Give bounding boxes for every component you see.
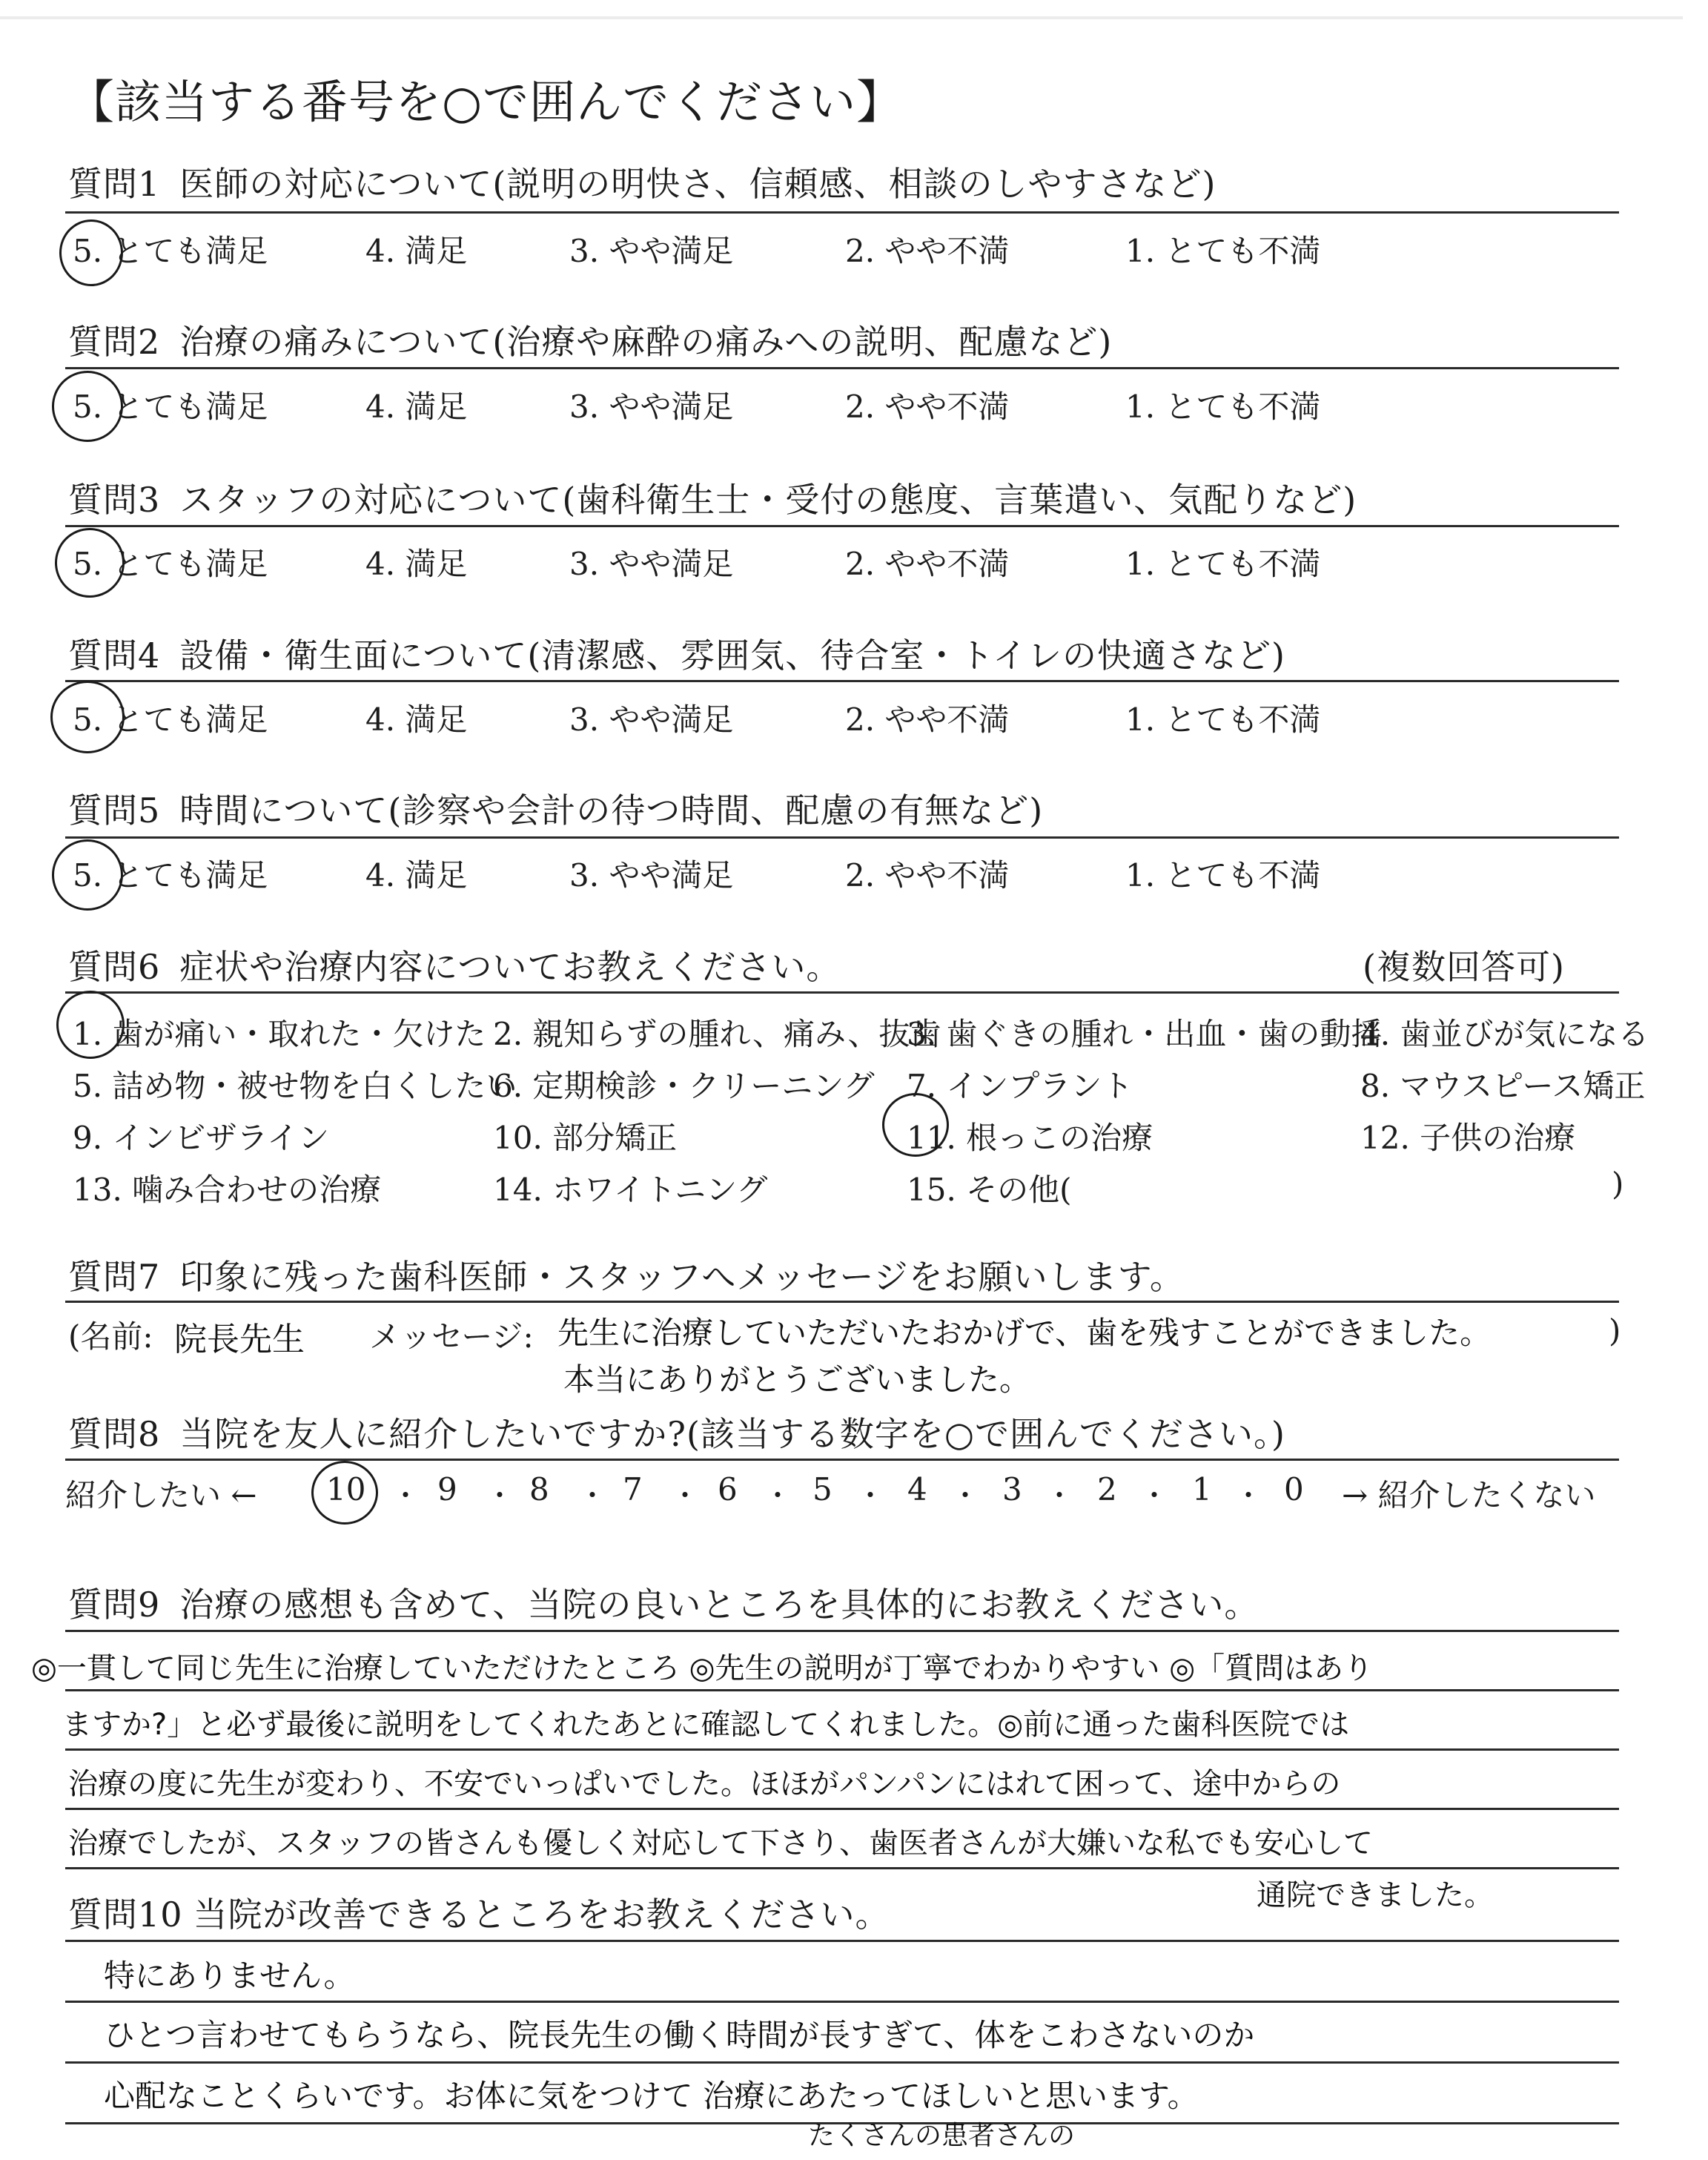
q2-option-1[interactable]: 1. とても不満 (1125, 389, 1321, 425)
q8-scale-8[interactable]: 8 (529, 1471, 549, 1507)
q9-answer-line-5 (65, 1867, 1619, 1869)
question-6-text: 症状や治療内容についてお教えください。 (179, 947, 841, 987)
q8-scale-0[interactable]: 0 (1284, 1471, 1304, 1507)
q2-option-4[interactable]: 4. 満足 (365, 389, 468, 425)
q8-scale-1[interactable]: 1 (1192, 1471, 1212, 1507)
question-6-title (68, 940, 841, 989)
q9-answer-text-3[interactable]: 治療の度に先生が変わり、不安でいっぱいでした。ほほがパンパンにはれて困って、途中からの (68, 1767, 1341, 1801)
question-4-text: 設備・衛生面について(清潔感、雰囲気、待合室・トイレの快適さなど) (179, 635, 1285, 676)
q8-scale-2[interactable]: 2 (1097, 1471, 1117, 1507)
question-2-number: 質問2 (68, 322, 161, 362)
q1-selected-circle (59, 219, 123, 286)
q8-dot: ・ (856, 1479, 885, 1512)
q3-selected-circle (55, 528, 125, 598)
q6-option-8[interactable]: 8. マウスピース矯正 (1360, 1068, 1646, 1104)
q6-option-11[interactable]: 11. 根っこの治療 (907, 1120, 1153, 1156)
question-7-number: 質問7 (68, 1257, 161, 1297)
q8-dot: ・ (1140, 1479, 1169, 1512)
q8-dot: ・ (951, 1479, 980, 1512)
q6-option-14[interactable]: 14. ホワイトニング (493, 1172, 768, 1208)
q6-option-9[interactable]: 9. インビザライン (73, 1120, 330, 1156)
q2-selected-circle (52, 371, 123, 442)
q8-scale-5[interactable]: 5 (812, 1471, 833, 1507)
q9-answer-text-5[interactable]: 通院できました。 (1257, 1878, 1494, 1912)
q6-option-12[interactable]: 12. 子供の治療 (1360, 1120, 1576, 1156)
question-8-rule (65, 1459, 1619, 1461)
question-8-title (68, 1407, 1285, 1456)
question-1-number: 質問1 (68, 164, 161, 204)
q8-right-label: → 紹介したくない (1342, 1477, 1596, 1513)
q4-selected-circle (50, 681, 125, 753)
q6-option-4[interactable]: 4. 歯並びが気になる (1360, 1016, 1649, 1052)
q4-option-3[interactable]: 3. やや満足 (569, 701, 734, 738)
q2-option-2[interactable]: 2. やや不満 (845, 389, 1010, 425)
question-5-rule (65, 836, 1619, 839)
question-2-title (68, 315, 1112, 364)
q8-dot: ・ (486, 1479, 514, 1512)
q10-answer-line-3 (65, 2061, 1619, 2064)
question-8-number: 質問8 (68, 1414, 161, 1454)
q6-selected-circle-11 (882, 1093, 949, 1157)
q6-option-15[interactable]: 15. その他( (907, 1172, 1072, 1208)
q3-option-1[interactable]: 1. とても不満 (1125, 546, 1321, 582)
q1-option-2[interactable]: 2. やや不満 (845, 233, 1010, 269)
q5-option-5[interactable]: 5. とても満足 (73, 857, 268, 894)
q10-answer-text-1[interactable]: 特にありません。 (104, 1958, 355, 1994)
question-10-title (68, 1888, 890, 1937)
q5-option-3[interactable]: 3. やや満足 (569, 857, 734, 894)
question-5-number: 質問5 (68, 790, 161, 830)
q4-option-4[interactable]: 4. 満足 (365, 701, 468, 738)
q1-option-5[interactable]: 5. とても満足 (73, 233, 268, 269)
q6-option-7[interactable]: 7. インプラント (907, 1068, 1133, 1104)
question-10-text: 当院が改善できるところをお教えください。 (193, 1895, 890, 1935)
question-8-text: 当院を友人に紹介したいですか?(該当する数字を○で囲んでください。) (179, 1414, 1285, 1454)
question-3-title (68, 473, 1357, 522)
q6-option-6[interactable]: 6. 定期検診・クリーニング (493, 1068, 875, 1104)
q10-answer-line-2 (65, 2001, 1619, 2003)
q8-scale-3[interactable]: 3 (1002, 1471, 1022, 1507)
q5-option-2[interactable]: 2. やや不満 (845, 857, 1010, 894)
q9-answer-text-4[interactable]: 治療でしたが、スタッフの皆さんも優しく対応して下さり、歯医者さんが大嫌いな私でも安心して (68, 1826, 1373, 1860)
q1-option-1[interactable]: 1. とても不満 (1125, 233, 1321, 269)
q7-name-label: (名前: (68, 1318, 153, 1355)
question-10-number: 質問10 (68, 1895, 183, 1935)
question-9-title (68, 1578, 1259, 1627)
question-7-text: 印象に残った歯科医師・スタッフへメッセージをお願いします。 (179, 1257, 1185, 1297)
q9-answer-line-1 (65, 1630, 1619, 1632)
q4-option-5[interactable]: 5. とても満足 (73, 701, 268, 738)
q7-name-value[interactable]: 院長先生 (174, 1321, 305, 1358)
q6-option-15-close: ) (1612, 1166, 1624, 1202)
q6-option-3[interactable]: 3. 歯ぐきの腫れ・出血・歯の動揺 (907, 1016, 1383, 1052)
q8-dot: ・ (578, 1479, 607, 1512)
q10-answer-insertion[interactable]: たくさんの患者さんの (808, 2121, 1076, 2151)
q5-selected-circle (52, 839, 123, 911)
q6-option-10[interactable]: 10. 部分矯正 (493, 1120, 678, 1156)
question-6-rule (65, 991, 1619, 994)
q3-option-2[interactable]: 2. やや不満 (845, 546, 1010, 582)
q9-answer-line-2 (65, 1689, 1619, 1691)
q8-scale-9[interactable]: 9 (437, 1471, 457, 1507)
question-6-note: (複数回答可) (1363, 947, 1565, 987)
question-2-text: 治療の痛みについて(治療や麻酔の痛みへの説明、配慮など) (179, 322, 1113, 362)
question-6-number: 質問6 (68, 947, 161, 987)
q2-option-3[interactable]: 3. やや満足 (569, 389, 734, 425)
q1-option-3[interactable]: 3. やや満足 (569, 233, 734, 269)
question-5-text: 時間について(診察や会計の待つ時間、配慮の有無など) (179, 790, 1044, 830)
q8-scale-7[interactable]: 7 (623, 1471, 643, 1507)
q4-option-1[interactable]: 1. とても不満 (1125, 701, 1321, 738)
question-1-title (68, 157, 1216, 206)
page-title: 【該当する番号を○で囲んでください】 (68, 75, 904, 129)
q6-option-13[interactable]: 13. 噛み合わせの治療 (73, 1172, 382, 1208)
q9-answer-text-1[interactable]: ◎一貫して同じ先生に治療していただけたところ ◎先生の説明が丁寧でわかりやすい ◎「質問はあり (31, 1651, 1374, 1685)
q10-answer-text-2[interactable]: ひとつ言わせてもらうなら、院長先生の働く時間が長すぎて、体をこわさないのか (104, 2017, 1255, 2053)
q10-answer-text-3[interactable]: 心配なことくらいです。お体に気をつけて 治療にあたってほしいと思います。 (104, 2078, 1199, 2114)
question-1-rule (65, 211, 1619, 214)
question-4-number: 質問4 (68, 635, 161, 676)
question-4-rule (65, 680, 1619, 682)
q7-message-line-1[interactable]: 先生に治療していただいたおかげで、歯を残すことができました。 (557, 1315, 1492, 1351)
q6-option-1[interactable]: 1. 歯が痛い・取れた・欠けた (73, 1016, 486, 1052)
question-4-title (68, 629, 1285, 678)
q5-option-4[interactable]: 4. 満足 (365, 857, 468, 894)
q9-answer-line-4 (65, 1808, 1619, 1810)
question-9-text: 治療の感想も含めて、当院の良いところを具体的にお教えください。 (179, 1585, 1260, 1625)
question-5-title (68, 784, 1043, 833)
question-3-rule (65, 525, 1619, 527)
question-3-number: 質問3 (68, 480, 161, 520)
q8-dot: ・ (1234, 1479, 1263, 1512)
question-7-rule (65, 1301, 1619, 1303)
q8-dot: ・ (1045, 1479, 1074, 1512)
q5-option-1[interactable]: 1. とても不満 (1125, 857, 1321, 894)
q8-scale-6[interactable]: 6 (718, 1471, 738, 1507)
q8-dot: ・ (764, 1479, 792, 1512)
q1-option-4[interactable]: 4. 満足 (365, 233, 468, 269)
q10-answer-line-1 (65, 1940, 1619, 1942)
page-top-edge (0, 16, 1683, 19)
question-1-text: 医師の対応について(説明の明快さ、信頼感、相談のしやすさなど) (179, 164, 1217, 204)
q6-selected-circle-1 (56, 991, 125, 1059)
question-9-number: 質問9 (68, 1585, 161, 1625)
q8-scale-4[interactable]: 4 (907, 1471, 927, 1507)
question-2-rule (65, 367, 1619, 369)
question-7-title (68, 1250, 1185, 1299)
q7-message-label: メッセージ: (369, 1318, 534, 1355)
q6-option-2[interactable]: 2. 親知らずの腫れ、痛み、抜歯 (493, 1016, 941, 1052)
q2-option-5[interactable]: 5. とても満足 (73, 389, 268, 425)
q3-option-5[interactable]: 5. とても満足 (73, 546, 268, 582)
q9-answer-line-3 (65, 1748, 1619, 1751)
q8-dot: ・ (391, 1479, 420, 1512)
q7-message-line-2[interactable]: 本当にありがとうございました。 (563, 1361, 1031, 1398)
q3-option-3[interactable]: 3. やや満足 (569, 546, 734, 582)
q8-left-label: 紹介したい ← (65, 1477, 257, 1513)
q8-selected-circle (311, 1461, 378, 1525)
q8-scale-10[interactable]: 10 (326, 1471, 366, 1507)
q4-option-2[interactable]: 2. やや不満 (845, 701, 1010, 738)
q9-answer-text-2[interactable]: ますか?」と必ず最後に説明をしてくれたあとに確認してくれました。◎前に通った歯科医院では (62, 1708, 1350, 1742)
q6-option-5[interactable]: 5. 詰め物・被せ物を白くしたい (73, 1068, 517, 1104)
q7-close-paren: ) (1609, 1312, 1621, 1349)
question-3-text: スタッフの対応について(歯科衛生士・受付の態度、言葉遣い、気配りなど) (179, 480, 1357, 520)
q8-dot: ・ (671, 1479, 700, 1512)
q3-option-4[interactable]: 4. 満足 (365, 546, 468, 582)
